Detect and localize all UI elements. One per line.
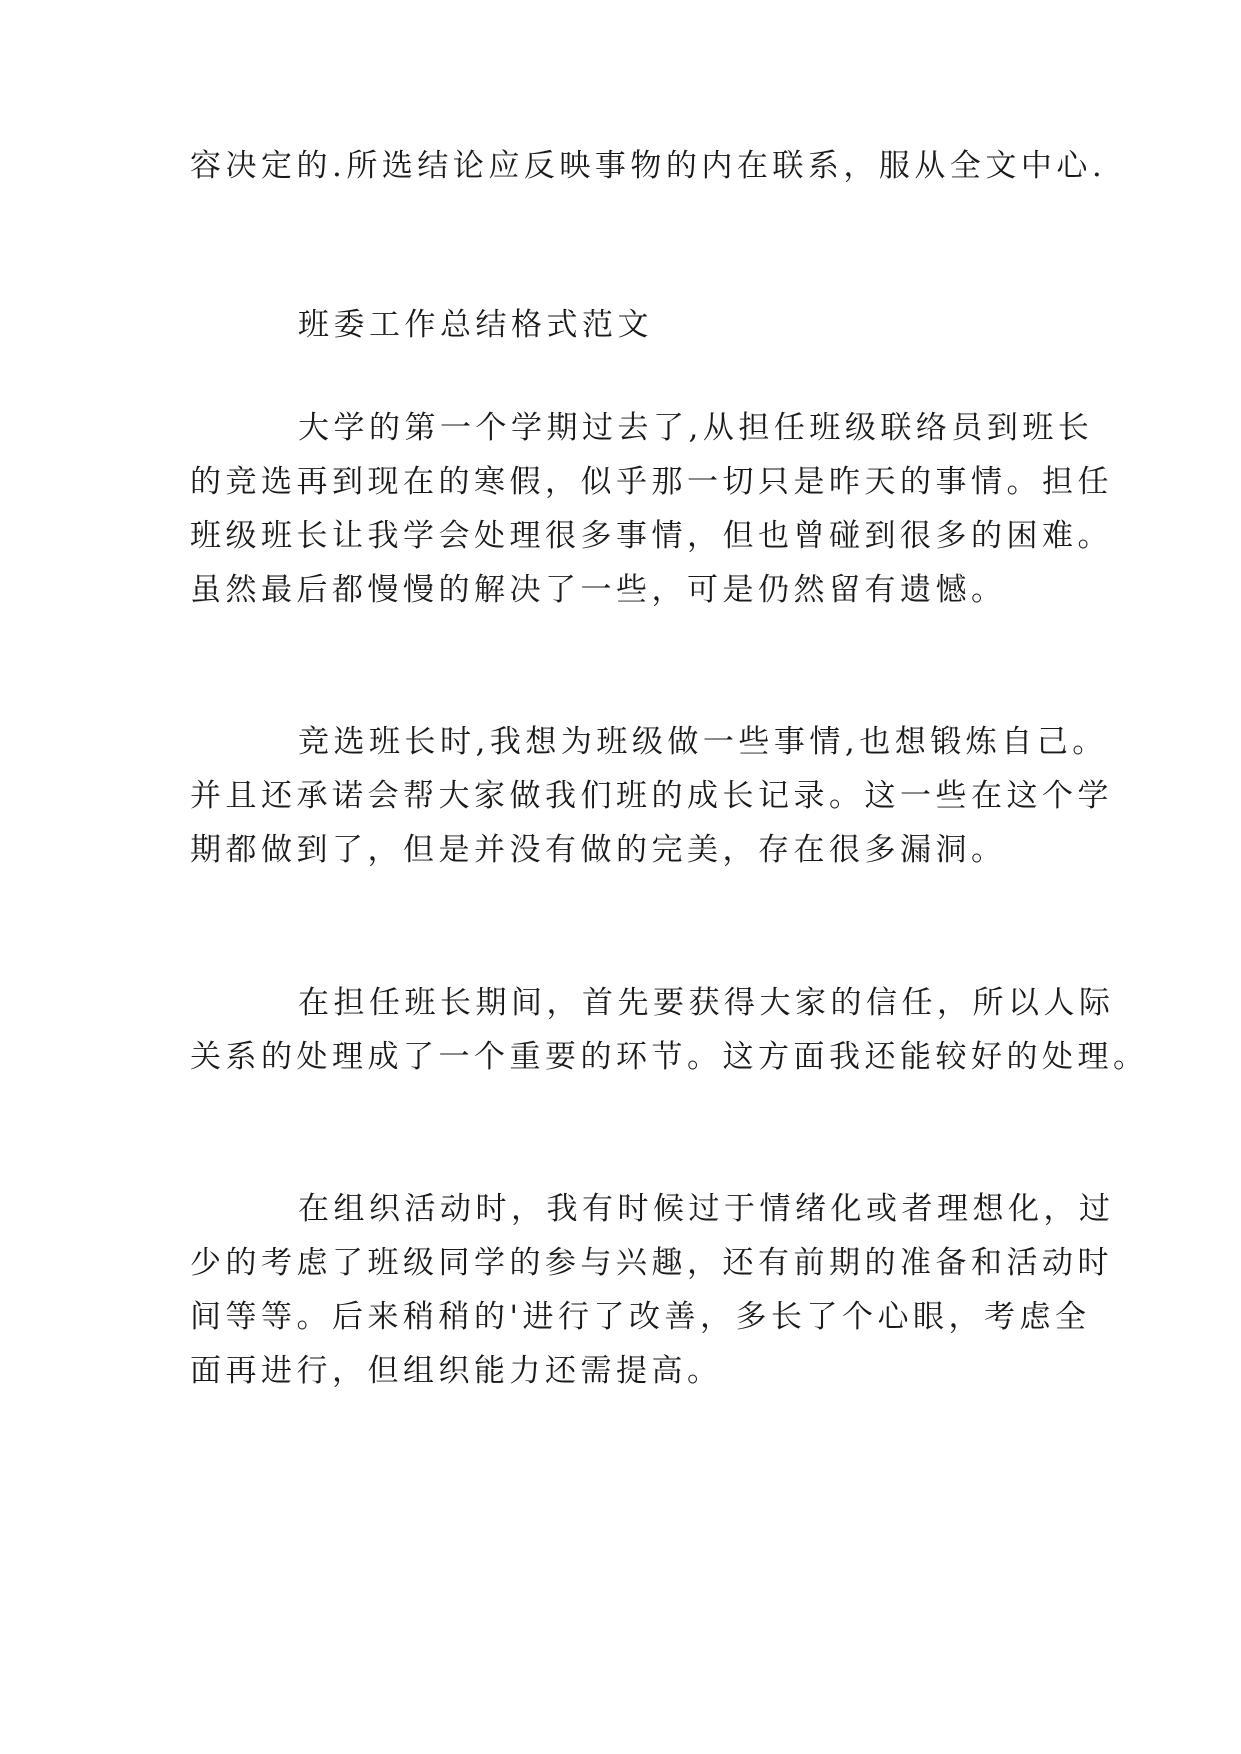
paragraph-4-line-4: 面再进行，但组织能力还需提高。	[190, 1353, 723, 1389]
paragraph-1-line-1: 大学的第一个学期过去了,从担任班级联络员到班长	[298, 410, 1094, 446]
paragraph-4-line-3: 间等等。后来稍稍的'进行了改善，多长了个心眼，考虑全	[190, 1299, 1091, 1335]
intro-text-line: 容决定的.所选结论应反映事物的内在联系，服从全文中心.	[190, 148, 1107, 184]
paragraph-1-line-3: 班级班长让我学会处理很多事情，但也曾碰到很多的困难。	[190, 518, 1113, 554]
paragraph-2-line-3: 期都做到了，但是并没有做的完美，存在很多漏洞。	[190, 832, 1007, 868]
paragraph-4-line-2: 少的考虑了班级同学的参与兴趣，还有前期的准备和活动时	[190, 1245, 1113, 1281]
paragraph-4-line-1: 在组织活动时，我有时候过于情绪化或者理想化，过	[298, 1191, 1115, 1227]
document-title: 班委工作总结格式范文	[298, 307, 653, 343]
paragraph-2-line-2: 并且还承诺会帮大家做我们班的成长记录。这一些在这个学	[190, 778, 1113, 814]
paragraph-3-line-1: 在担任班长期间，首先要获得大家的信任，所以人际	[298, 985, 1115, 1021]
paragraph-3-line-2: 关系的处理成了一个重要的环节。这方面我还能较好的处理。	[190, 1039, 1149, 1075]
paragraph-1-line-4: 虽然最后都慢慢的解决了一些，可是仍然留有遗憾。	[190, 572, 1007, 608]
paragraph-2-line-1: 竞选班长时,我想为班级做一些事情,也想锻炼自己。	[298, 724, 1108, 760]
paragraph-1-line-2: 的竞选再到现在的寒假，似乎那一切只是昨天的事情。担任	[190, 464, 1113, 500]
